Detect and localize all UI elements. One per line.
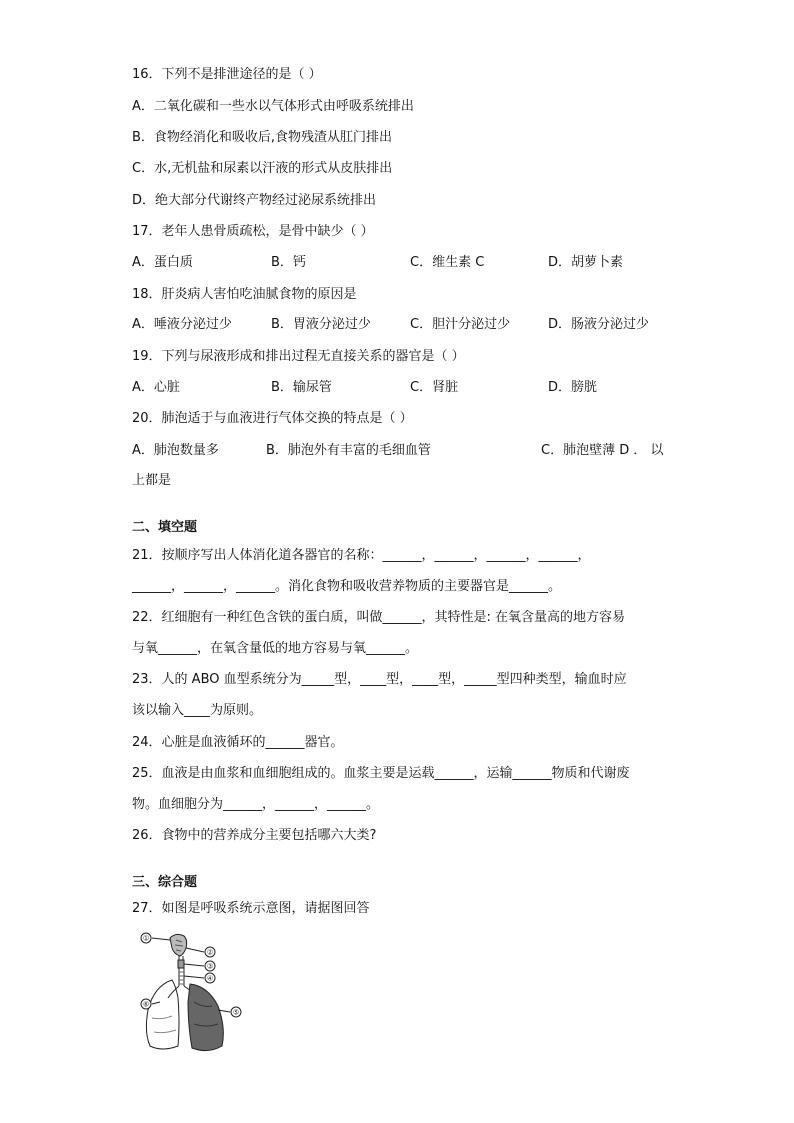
q17-option-a: A．蛋白质: [132, 255, 193, 270]
q19-option-d: D．膀胱: [548, 380, 598, 395]
figure-label-2: ②: [206, 948, 214, 957]
q19-stem: 19．下列与尿液形成和排出过程无直接关系的器官是（ ）: [132, 349, 465, 364]
q19-option-a: A．心脏: [132, 380, 180, 395]
section-heading-fill-blank: 二、填空题: [132, 520, 198, 535]
figure-label-4: ④: [206, 974, 214, 983]
q20-option-a: A．肺泡数量多: [132, 443, 219, 458]
q20-continuation: 上都是: [132, 473, 172, 488]
q16-option-c: C．水,无机盐和尿素以汗液的形式从皮肤排出: [132, 161, 393, 176]
figure-label-3: ③: [206, 962, 214, 971]
q22-line-2: 与氧______，在氧含量低的地方容易与氧______。: [132, 641, 419, 656]
q21-line-2: ______，______，______。消化食物和吸收营养物质的主要器官是______。: [132, 579, 562, 594]
q16-stem: 16．下列不是排泄途径的是（ ）: [132, 67, 322, 82]
q23-line-2: 该以输入____为原则。: [132, 703, 263, 718]
figure-label-5: ⑤: [232, 1008, 240, 1017]
q19-option-b: B．输尿管: [271, 380, 332, 395]
q18-option-d: D．肠液分泌过少: [548, 317, 650, 332]
question-24: 24．心脏是血液循环的______器官。: [132, 735, 344, 750]
q17-options: [132, 254, 692, 272]
q16-option-d: D．绝大部分代谢终产物经过泌尿系统排出: [132, 193, 377, 208]
q18-options: [132, 316, 692, 334]
q17-option-b: B．钙: [271, 255, 306, 270]
q22-line-1: 22．红细胞有一种红色含铁的蛋白质，叫做______，其特性是: 在氧含量高的地方容易: [132, 610, 626, 625]
q25-line-2: 物。血细胞分为______，______，______。: [132, 797, 380, 812]
respiratory-system-figure: [132, 928, 262, 1060]
figure-label-1: ①: [142, 934, 150, 943]
q16-option-a: A．二氧化碳和一些水以气体形式由呼吸系统排出: [132, 99, 414, 114]
q20-stem: 20．肺泡适于与血液进行气体交换的特点是（ ）: [132, 411, 413, 426]
q18-option-b: B．胃液分泌过少: [271, 317, 371, 332]
q20-options: [132, 442, 692, 460]
q21-line-1: 21．按顺序写出人体消化道各器官的名称：______，______，______，______，: [132, 548, 591, 563]
q27-stem: 27．如图是呼吸系统示意图，请据图回答: [132, 901, 370, 916]
q18-option-a: A．唾液分泌过少: [132, 317, 232, 332]
q19-option-c: C．肾脏: [410, 380, 459, 395]
q17-option-d: D．胡萝卜素: [548, 255, 624, 270]
q17-stem: 17．老年人患骨质疏松，是骨中缺少（ ）: [132, 224, 374, 239]
section-heading-comprehensive: 三、综合题: [132, 875, 198, 890]
question-26: 26．食物中的营养成分主要包括哪六大类?: [132, 828, 377, 843]
q25-line-1: 25．血液是由血浆和血细胞组成的。血浆主要是运载______，运输______物质和代谢废: [132, 766, 630, 781]
q23-line-1: 23．人的 ABO 血型系统分为_____型，____型，____型，_____型四种类型，输血时应: [132, 672, 627, 687]
respiratory-system-diagram: [132, 928, 262, 1060]
q20-option-c-d: C．肺泡壁薄 D ． 以: [541, 443, 664, 458]
figure-label-6: ⑥: [142, 1000, 150, 1009]
q18-option-c: C．胆汁分泌过少: [410, 317, 511, 332]
q17-option-c: C．维生素 C: [410, 255, 485, 270]
q18-stem: 18．肝炎病人害怕吃油腻食物的原因是: [132, 287, 357, 302]
q19-options: [132, 379, 692, 397]
q20-option-b: B．肺泡外有丰富的毛细血管: [266, 443, 431, 458]
q16-option-b: B．食物经消化和吸收后,食物残渣从肛门排出: [132, 130, 393, 145]
